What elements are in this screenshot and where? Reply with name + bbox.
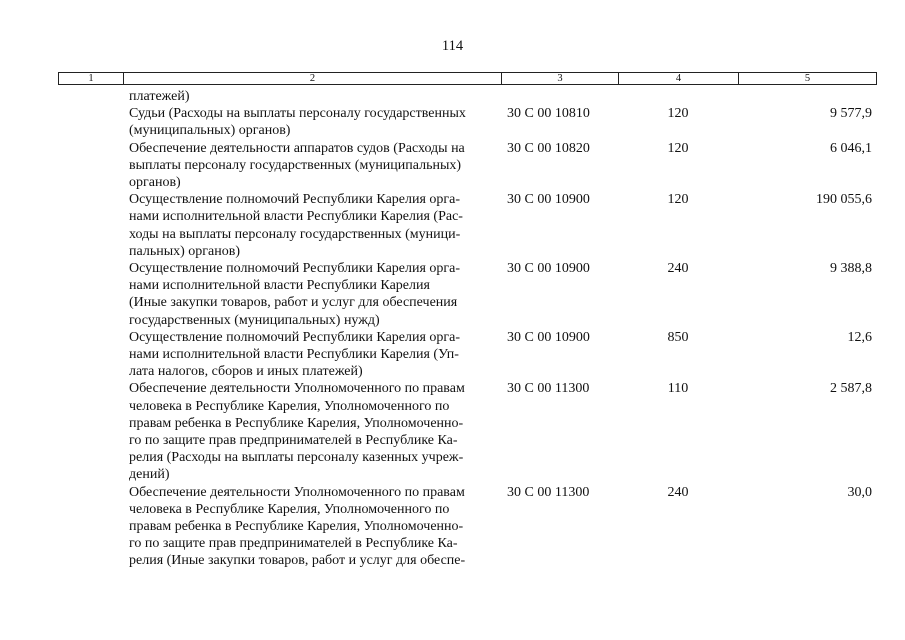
table-row: [58, 105, 877, 139]
amount: 9 388,8: [830, 261, 872, 277]
table-row: [58, 88, 877, 105]
target-article-code: 30 С 00 10810: [507, 106, 590, 122]
expense-type-code: 240: [667, 484, 689, 500]
amount: 2 587,8: [830, 381, 872, 397]
expense-name: Осуществление полномочий Республики Карелия орга- нами исполнительной власти Республики Карелия (Рас- ходы на выплаты персоналу государственных (муници- пальных) органов): [129, 192, 463, 259]
expense-type-code: 110: [667, 381, 689, 397]
table-row: [58, 484, 877, 570]
table-row: [58, 140, 877, 192]
table-row: [58, 329, 877, 381]
target-article-code: 30 С 00 10900: [507, 329, 590, 345]
expense-type-code: 240: [667, 261, 689, 277]
column-header-5: 5: [804, 73, 811, 84]
expense-name: Осуществление полномочий Республики Карелия орга- нами исполнительной власти Республики Карелия (Уп- лата налогов, сборов и иных платежей): [129, 329, 461, 380]
expense-name: Обеспечение деятельности аппаратов судов (Расходы на выплаты персоналу государственных (муниципальных) органов): [129, 140, 465, 191]
amount: 30,0: [847, 484, 872, 500]
amount: 12,6: [847, 329, 872, 345]
expense-name: платежей): [129, 89, 190, 104]
amount: 6 046,1: [830, 140, 872, 156]
target-article-code: 30 С 00 10900: [507, 261, 590, 277]
column-header-1: 1: [59, 73, 124, 84]
target-article-code: 30 С 00 11300: [507, 381, 590, 397]
table-row: [58, 380, 877, 483]
expense-type-code: 850: [667, 329, 689, 345]
table-row: [58, 191, 877, 260]
column-header-3: 3: [502, 73, 619, 84]
table-body: [58, 88, 877, 570]
amount: 9 577,9: [830, 106, 872, 122]
expense-name: Осуществление полномочий Республики Карелия орга- нами исполнительной власти Республики Карелия (Иные закупки товаров, работ и услуг для обеспечения государственных (муниципальных) нужд): [129, 261, 461, 328]
expense-name: Обеспечение деятельности Уполномоченного по правам человека в Республике Карелия, Уполномоченного по правам ребенка в Республике Карелия, Уполномоченно- го по защите прав предпринимателей в Республике Ка- релия (Иные закупки товаров, работ и услуг для обеспе-: [129, 484, 466, 569]
target-article-code: 30 С 00 11300: [507, 484, 590, 500]
table-row: [58, 260, 877, 329]
expense-name: Обеспечение деятельности Уполномоченного по правам человека в Республике Карелия, Уполномоченного по правам ребенка в Республике Карелия, Уполномоченно- го по защите прав предпринимателей в Республике Ка- релия (Расходы на выплаты персоналу казенных учреж- дений): [129, 381, 465, 483]
column-header-4: 4: [619, 73, 739, 84]
target-article-code: 30 С 00 10820: [507, 140, 590, 156]
page-number: 114: [441, 38, 464, 54]
target-article-code: 30 С 00 10900: [507, 192, 590, 208]
expense-type-code: 120: [667, 192, 689, 208]
expense-type-code: 120: [667, 106, 689, 122]
table-header: [58, 72, 877, 85]
amount: 190 055,6: [816, 192, 872, 208]
expense-name: Судьи (Расходы на выплаты персоналу государственных (муниципальных) органов): [129, 106, 466, 139]
expense-type-code: 120: [667, 140, 689, 156]
column-header-2: 2: [124, 73, 502, 84]
